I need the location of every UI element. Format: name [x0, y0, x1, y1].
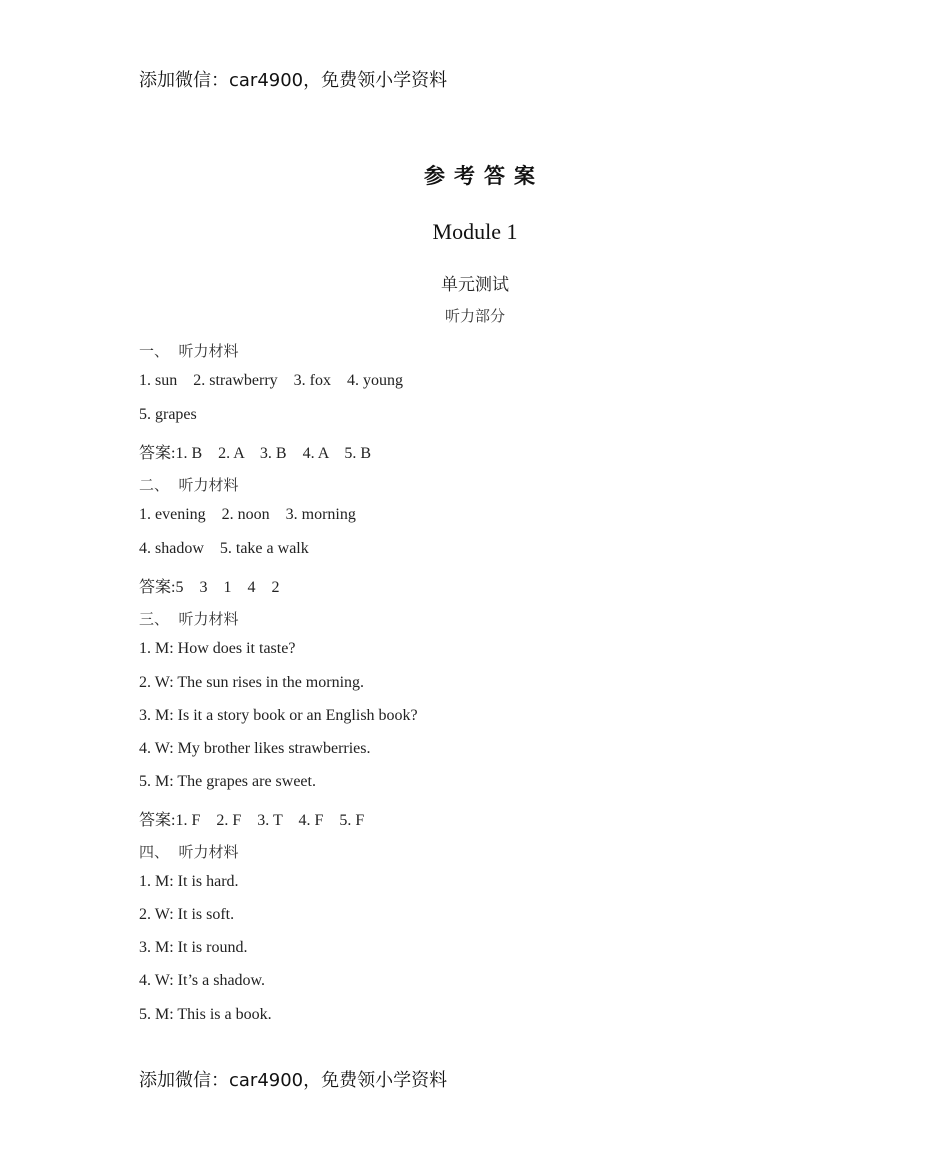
- text-line: 1. M: It is hard.: [139, 873, 239, 890]
- text-line: 4. W: My brother likes strawberries.: [139, 740, 371, 757]
- answer-line: 答案:5 3 1 4 2: [139, 579, 280, 596]
- text-line: 5. grapes: [139, 406, 197, 423]
- watermark-bottom: 添加微信：car4900，免费领小学资料: [139, 1070, 448, 1091]
- text-line: 2. W: It is soft.: [139, 906, 235, 923]
- text-line: 2. W: The sun rises in the morning.: [139, 674, 365, 691]
- section-heading-2: 二、 听力材料: [139, 476, 239, 494]
- section-heading-1: 一、 听力材料: [139, 342, 239, 360]
- section-heading-4: 四、 听力材料: [139, 843, 239, 861]
- text-line: 1. M: How does it taste?: [139, 640, 296, 657]
- watermark-top: 添加微信：car4900，免费领小学资料: [139, 70, 448, 91]
- text-line: 5. M: The grapes are sweet.: [139, 773, 316, 790]
- module-heading: Module 1: [432, 219, 518, 244]
- text-line: 5. M: This is a book.: [139, 1006, 272, 1023]
- text-line: 1. sun 2. strawberry 3. fox 4. young: [139, 372, 403, 389]
- text-line: 3. M: Is it a story book or an English book?: [139, 707, 418, 724]
- text-line: 3. M: It is round.: [139, 939, 248, 956]
- answer-line: 答案:1. B 2. A 3. B 4. A 5. B: [139, 445, 372, 462]
- listening-part-heading: 听力部分: [444, 307, 505, 325]
- text-line: 1. evening 2. noon 3. morning: [139, 506, 356, 523]
- text-line: 4. W: It’s a shadow.: [139, 972, 266, 989]
- text-line: 4. shadow 5. take a walk: [139, 540, 309, 557]
- section-heading-3: 三、 听力材料: [139, 610, 239, 628]
- unit-test-heading: 单元测试: [441, 275, 509, 295]
- page-title: 参考答案: [424, 164, 544, 188]
- answer-line: 答案:1. F 2. F 3. T 4. F 5. F: [139, 812, 365, 829]
